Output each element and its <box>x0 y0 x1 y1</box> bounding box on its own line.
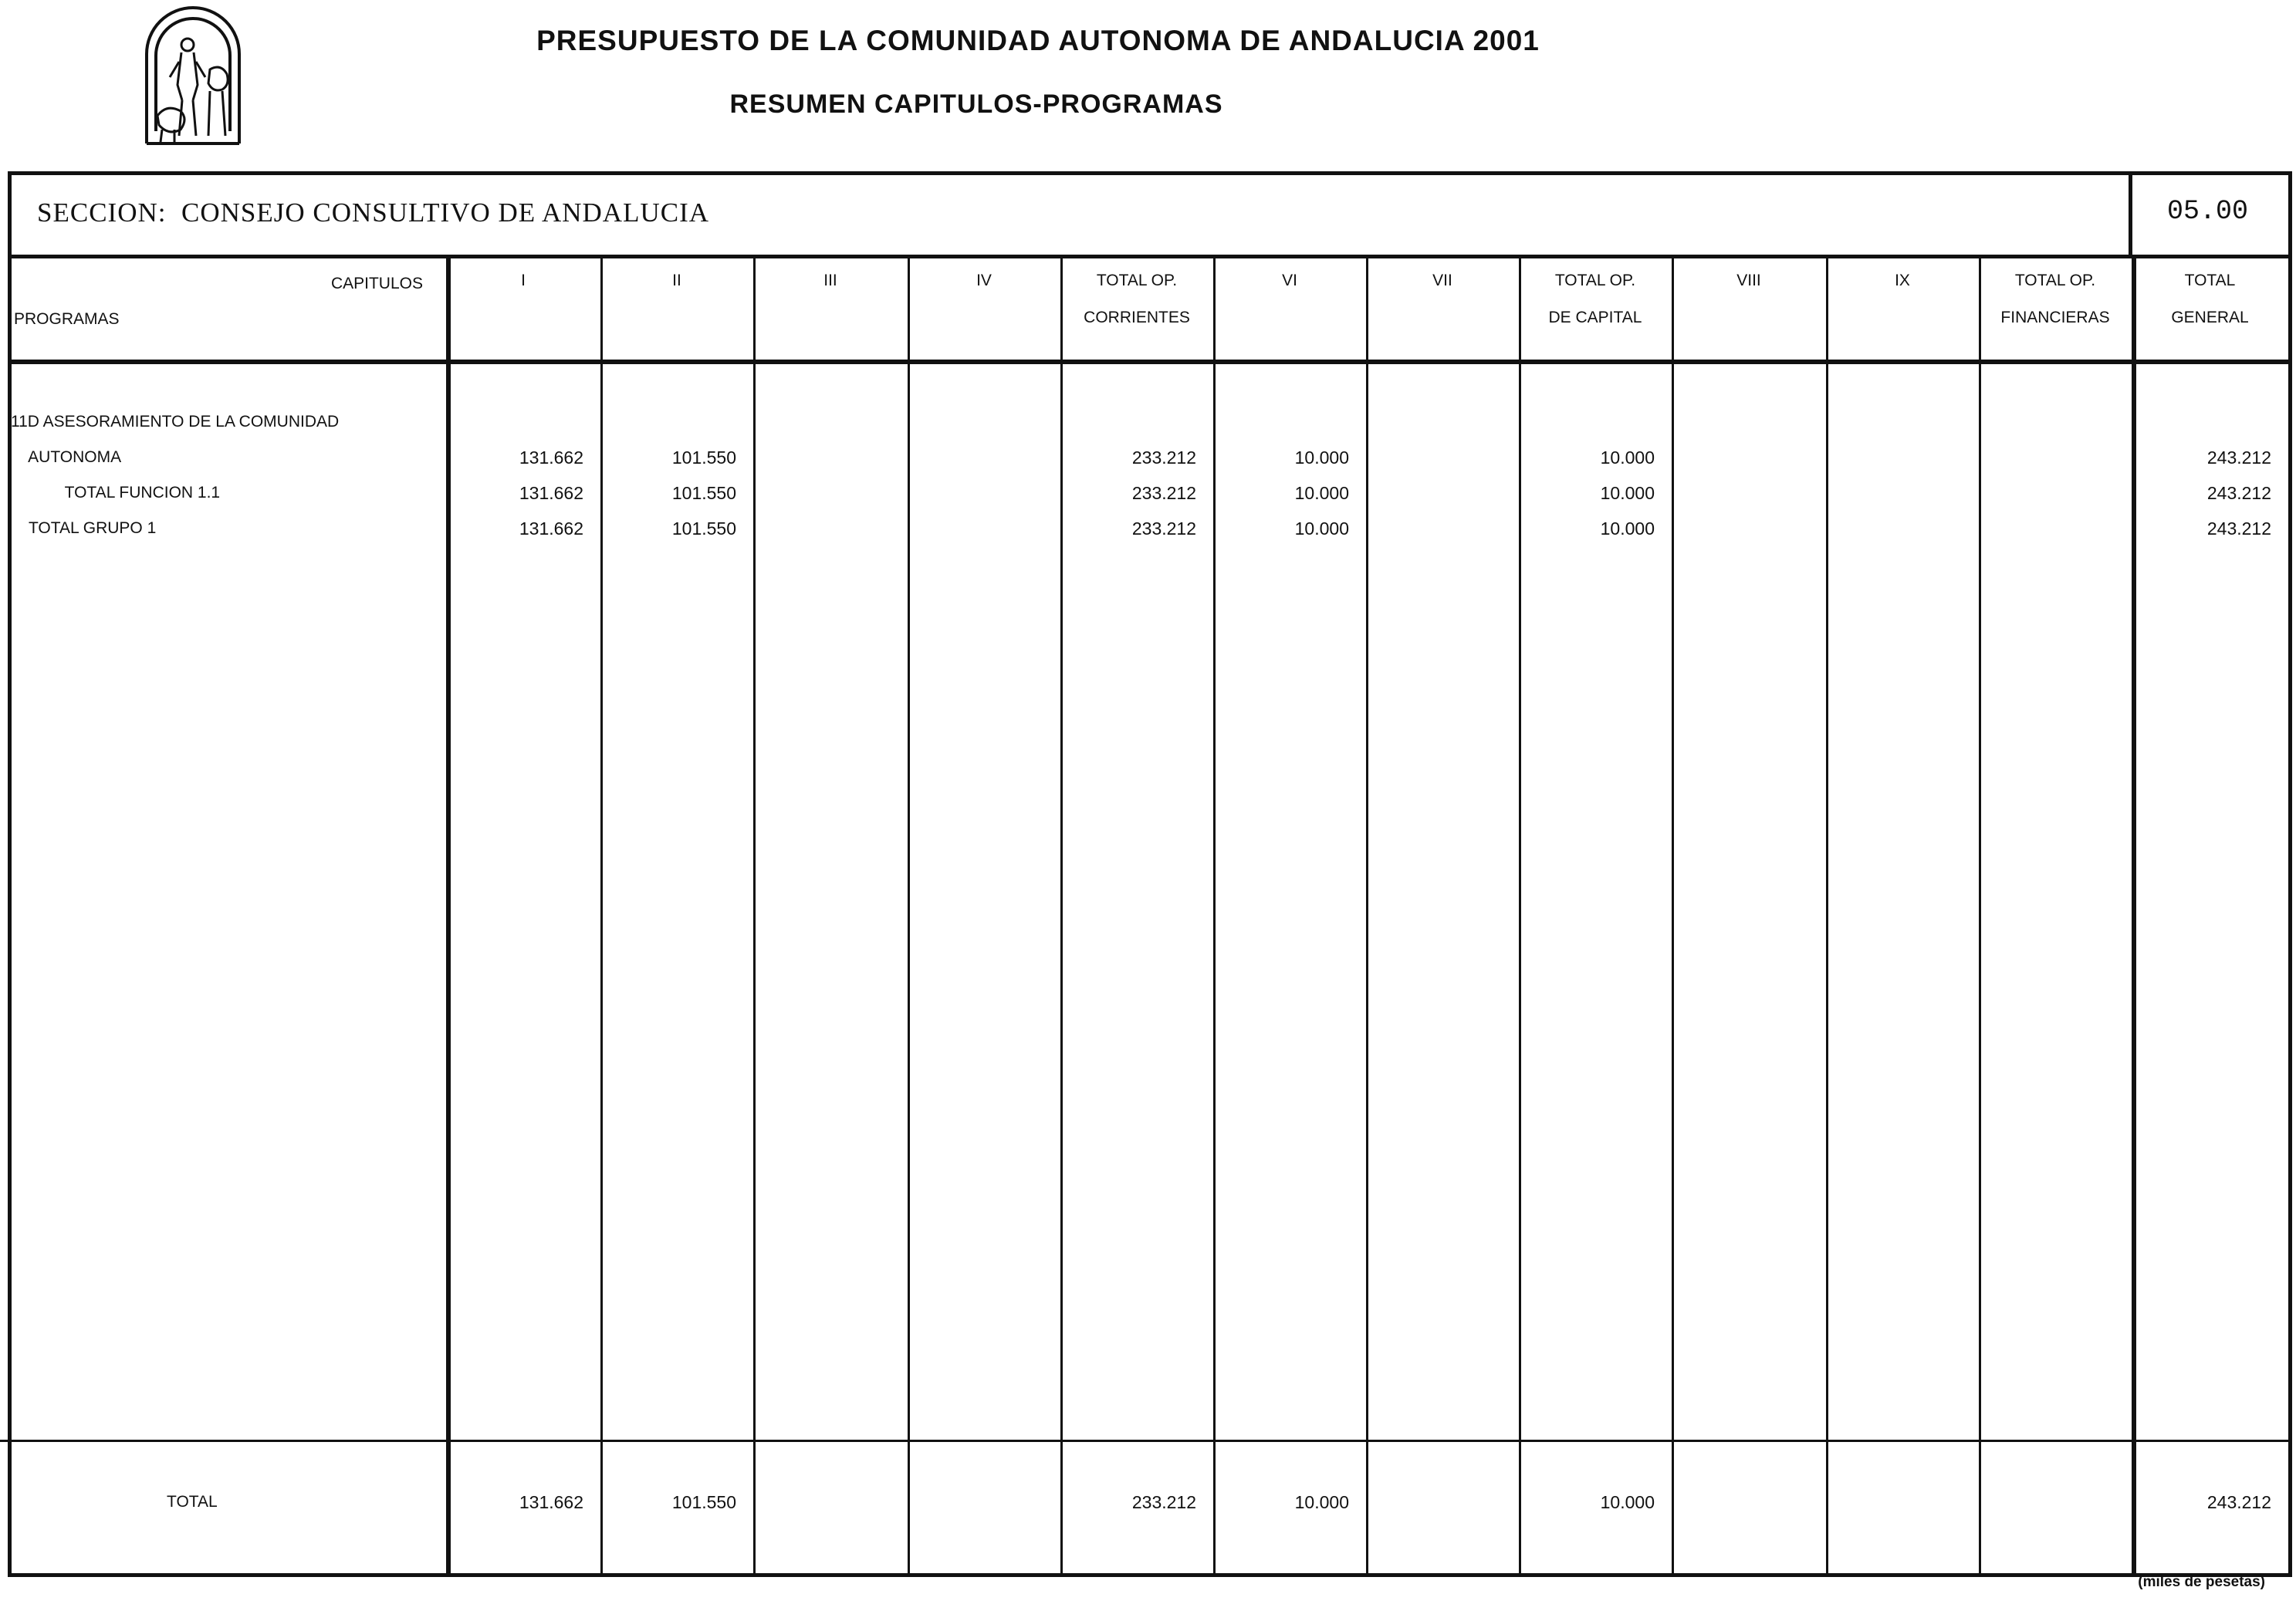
column-header: II <box>672 272 681 289</box>
header-divider <box>8 360 2292 364</box>
column-header: III <box>823 272 837 289</box>
column-header: TOTAL OP. <box>2014 272 2096 289</box>
value-cell: 233.212 <box>1131 518 1196 539</box>
value-cell: 131.662 <box>519 447 583 468</box>
column-header: TOTAL <box>2184 272 2236 289</box>
value-cell: 233.212 <box>1131 447 1196 468</box>
total-cell: 101.550 <box>671 1492 736 1512</box>
column-header: I <box>521 272 526 289</box>
value-cell: 10.000 <box>1600 518 1655 539</box>
value-cell: 243.212 <box>2206 447 2271 468</box>
andalucia-emblem-logo <box>139 0 247 148</box>
column-rule <box>1672 258 1674 1577</box>
document-title: PRESUPUESTO DE LA COMUNIDAD AUTONOMA DE ANDALUCIA 2001 <box>536 25 1540 56</box>
column-rule <box>908 258 910 1577</box>
total-cell: 10.000 <box>1600 1492 1655 1512</box>
value-cell: 10.000 <box>1294 447 1349 468</box>
total-row-label: TOTAL <box>167 1493 218 1511</box>
header-capitulos: CAPITULOS <box>330 275 423 292</box>
column-header: FINANCIERAS <box>2000 309 2110 326</box>
total-cell: 243.212 <box>2206 1492 2271 1512</box>
column-header: VI <box>1282 272 1297 289</box>
total-cell: 131.662 <box>519 1492 583 1512</box>
value-cell: 10.000 <box>1294 483 1349 503</box>
row-label: TOTAL GRUPO 1 <box>11 519 157 537</box>
value-cell: 243.212 <box>2206 518 2271 539</box>
row-label: TOTAL FUNCION 1.1 <box>11 484 221 501</box>
value-cell: 101.550 <box>671 483 736 503</box>
total-cell: 10.000 <box>1294 1492 1349 1512</box>
column-rule <box>1979 258 1981 1577</box>
row-label: 11D ASESORAMIENTO DE LA COMUNIDAD <box>11 413 340 431</box>
column-header: GENERAL <box>2171 309 2249 326</box>
section-title <box>37 198 709 228</box>
budget-table-frame <box>8 171 2292 1577</box>
section-divider <box>8 255 2292 258</box>
value-cell: 243.212 <box>2206 483 2271 503</box>
section-name: CONSEJO CONSULTIVO DE ANDALUCIA <box>181 198 710 228</box>
total-divider <box>0 1440 2292 1442</box>
column-header: VIII <box>1736 272 1761 289</box>
total-cell: 233.212 <box>1131 1492 1196 1512</box>
column-header: CORRIENTES <box>1084 309 1190 326</box>
column-header: TOTAL OP. <box>1554 272 1636 289</box>
column-header: TOTAL OP. <box>1096 272 1178 289</box>
column-rule <box>753 258 756 1577</box>
column-header: IX <box>1895 272 1910 289</box>
column-header: DE CAPITAL <box>1548 309 1642 326</box>
value-cell: 10.000 <box>1600 447 1655 468</box>
column-header: VII <box>1432 272 1452 289</box>
value-cell: 101.550 <box>671 518 736 539</box>
value-cell: 233.212 <box>1131 483 1196 503</box>
document-subtitle: RESUMEN CAPITULOS-PROGRAMAS <box>729 89 1223 119</box>
value-cell: 10.000 <box>1294 518 1349 539</box>
row-label: AUTONOMA <box>11 448 122 466</box>
value-cell: 131.662 <box>519 518 583 539</box>
units-footnote: (miles de pesetas) <box>2138 1574 2265 1590</box>
header-programas: PROGRAMAS <box>14 310 120 328</box>
value-cell: 131.662 <box>519 483 583 503</box>
value-cell: 101.550 <box>671 447 736 468</box>
column-rule <box>1826 258 1828 1577</box>
column-header: IV <box>976 272 992 289</box>
section-code: 05.00 <box>2167 196 2249 227</box>
value-cell: 10.000 <box>1600 483 1655 503</box>
section-label: SECCION: <box>37 198 167 228</box>
section-code-divider <box>2129 171 2132 258</box>
column-rule <box>1366 258 1368 1577</box>
